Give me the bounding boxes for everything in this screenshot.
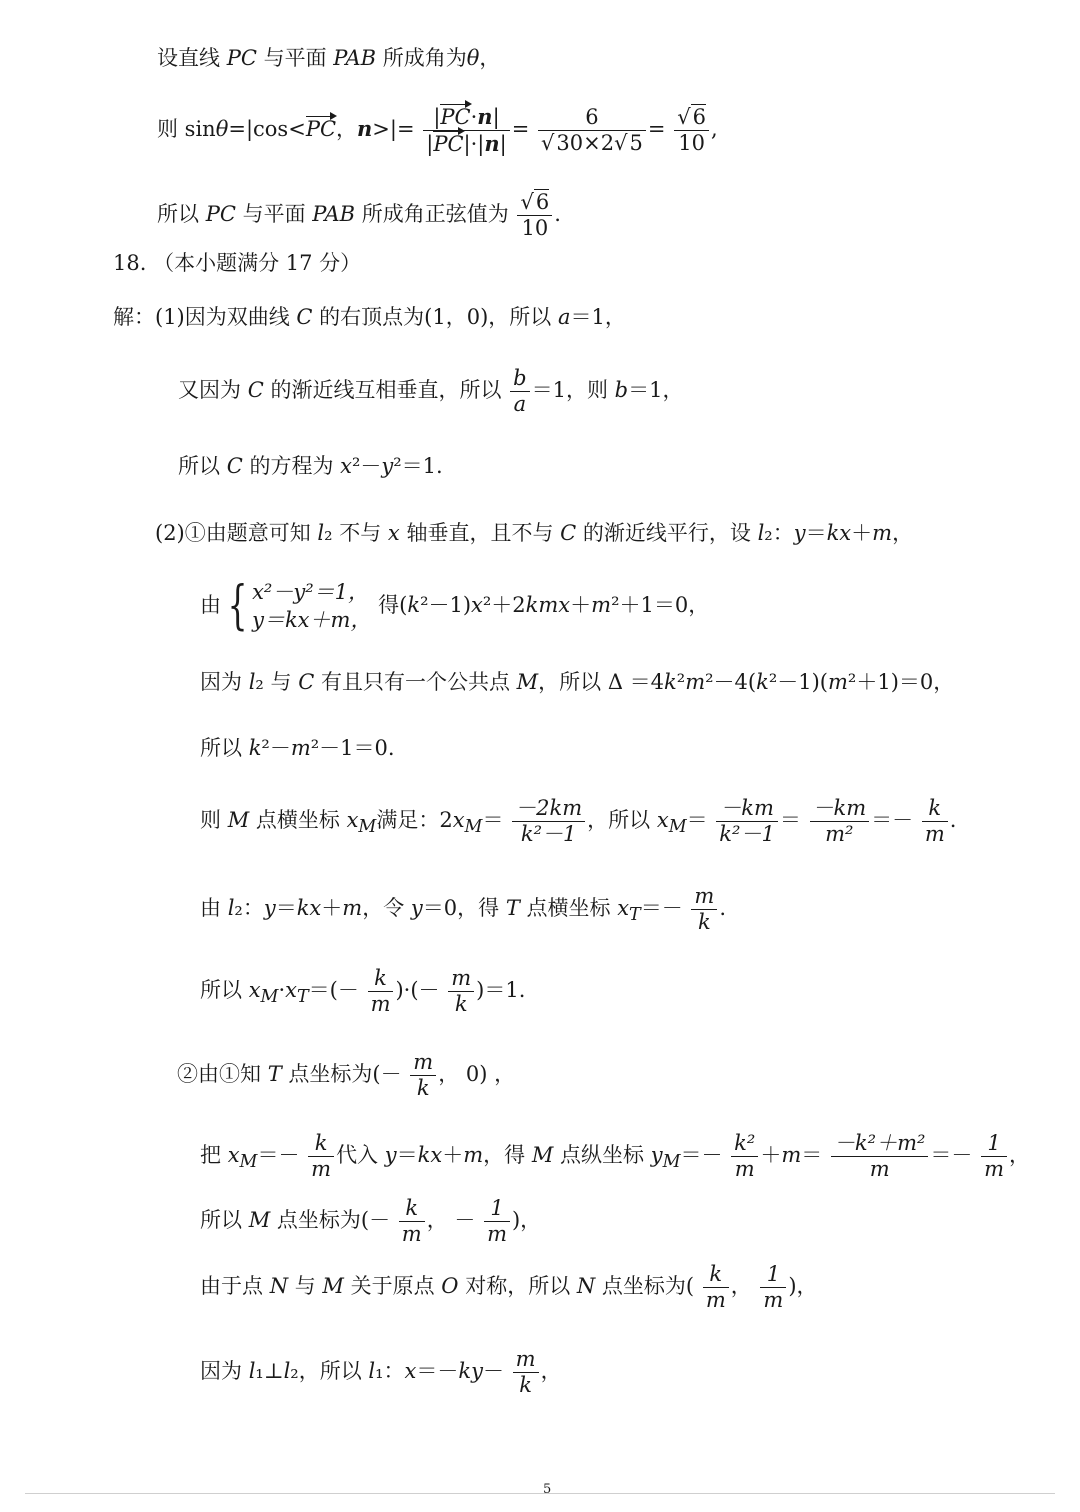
text-line-8: (2)①由题意可知 l₂ 不与 x 轴垂直，且不与 C 的渐近线平行，设 l₂：y＝kx＋m， — [155, 521, 914, 545]
fraction: $\frac{b}{a}$ — [510, 368, 529, 415]
fraction: $\frac{|PC\cdot n|}{|PC|\cdot|n|}$ — [423, 106, 509, 155]
fraction: $\frac{m}{k}$ — [448, 968, 474, 1015]
text-line-1: 设直线 PC 与平面 PAB 所成角为θ， — [157, 46, 501, 70]
text-line-15: ②由①知 T 点坐标为(－ $\frac{m}{k}$ ， 0) ， — [177, 1050, 516, 1100]
fraction: $\frac{k}{m}$ — [399, 1198, 425, 1245]
text-line-5: 解：(1)因为双曲线 C 的右顶点为(1，0)，所以 a＝1， — [113, 305, 626, 329]
footer-divider — [25, 1493, 1055, 1494]
page-number: 5 — [543, 1482, 552, 1497]
fraction: $\frac{\text{k²}}{m}$ — [731, 1133, 758, 1180]
fraction: $\frac{1}{m}$ — [760, 1264, 786, 1311]
problem-header: 18. （本小题满分 17 分） — [113, 251, 362, 275]
text-line-6: 又因为 C 的渐近线互相垂直，所以 $\frac{b}{a}$ ＝1，则 b＝1， — [178, 366, 684, 416]
left-brace: { — [227, 576, 248, 637]
text-line-17: 所以 M 点坐标为(－ $\frac{k}{m}$ ， － $\frac{1}{m}$ )， — [200, 1196, 542, 1246]
fraction: $\frac{1}{m}$ — [484, 1198, 510, 1245]
text-line-13: 由 l₂：y＝kx＋m，令 y＝0，得 T 点横坐标 $x_T=-$ $\frac{m}{k}$ . — [200, 884, 727, 934]
text-line-12: 则 M 点横坐标 $x_M$满足：$2x_M=$ $\frac{-2km}{\text{k²－1}}$ ，所以 $x_M=$ $\frac{-km}{\text{k²－1}}$ ＝ $\frac{-km}{\text{m²}}$ ＝－ $\frac{k}{m}$ . — [200, 796, 957, 846]
text-line-16: 把 $x_M=-$ $\frac{k}{m}$ 代入 y＝kx＋m，得 M 点纵坐标 $y_M=-$ $\frac{\text{k²}}{m}$ ＋m＝ $\frac{\text{－k²＋m²}}{m}$ ＝－ $\frac{1}{m}$ ， — [200, 1131, 1031, 1181]
fraction: $\frac{k}{m}$ — [308, 1133, 334, 1180]
fraction: $\frac{\text{－k²＋m²}}{m}$ — [831, 1133, 928, 1180]
fraction: $\frac{m}{k}$ — [691, 886, 717, 933]
text-line-10: 因为 l₂ 与 C 有且只有一个公共点 M，所以 Δ ＝4k²m²－4(k²－1)(m²＋1)＝0， — [200, 670, 955, 694]
text-line-19: 因为 l₁⊥l₂，所以 l₁：x＝－ky－ $\frac{m}{k}$ ， — [200, 1347, 562, 1397]
fraction: $\frac{1}{m}$ — [981, 1133, 1007, 1180]
fraction: $\frac{6}{√30\times 2√5}$ — [538, 107, 646, 154]
fraction: $\frac{k}{m}$ — [368, 968, 394, 1015]
text-line-2: 则 sinθ=|cos<PC，n>|= $\frac{|PC\cdot n|}{|PC|\cdot|n|}$ = $\frac{6}{√30\times 2√5}$ = $\frac{√6}{10}$ , — [157, 104, 718, 156]
fraction: $\frac{k}{m}$ — [922, 798, 948, 845]
text-line-9: 由 { x²－y²＝1， y＝kx＋m， 得(k²－1)x²＋2kmx＋m²＋1＝0， — [200, 576, 710, 637]
fraction: $\frac{k}{m}$ — [703, 1264, 729, 1311]
fraction: $\frac{m}{k}$ — [513, 1349, 539, 1396]
text-line-18: 由于点 N 与 M 关于原点 O 对称，所以 N 点坐标为( $\frac{k}{m}$ ， $\frac{1}{m}$ )， — [200, 1262, 818, 1312]
text-line-3: 所以 PC 与平面 PAB 所成角正弦值为 $\frac{√6}{10}$ . — [157, 190, 561, 240]
text-line-14: 所以 $x_M\cdot x_T=(-$ $\frac{k}{m}$ )·(－ $\frac{m}{k}$ )＝1. — [200, 966, 526, 1016]
fraction: $\frac{√6}{10}$ — [674, 107, 709, 154]
fraction: $\frac{√6}{10}$ — [517, 192, 552, 239]
fraction: $\frac{-km}{\text{k²－1}}$ — [716, 798, 778, 845]
text-line-11: 所以 k²－m²－1＝0. — [200, 736, 395, 760]
fraction: $\frac{-2km}{\text{k²－1}}$ — [512, 798, 585, 845]
fraction: $\frac{-km}{\text{m²}}$ — [810, 798, 870, 845]
text-line-7: 所以 C 的方程为 x²－y²＝1. — [178, 454, 443, 478]
fraction: $\frac{m}{k}$ — [410, 1052, 436, 1099]
